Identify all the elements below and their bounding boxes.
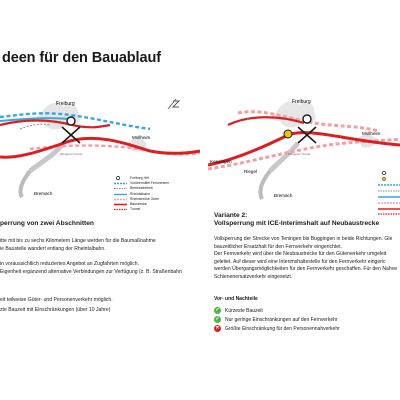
freiburg-station-marker — [67, 117, 75, 125]
bremach-label: Bremach — [34, 191, 53, 196]
legend-label: Tunnel — [130, 207, 141, 212]
line-swatch-icon — [114, 193, 127, 196]
legend-label: Rheintalbahn — [130, 191, 150, 196]
body-line: werden Übergangsmöglichkeiten für den Fernverkehr geschaffen. Für den Nahve — [214, 266, 398, 273]
pros-cons-title: Vor- und Nachteile — [214, 296, 258, 302]
line-swatch-icon — [114, 203, 127, 206]
page-title: deen für den Bauablauf — [2, 50, 161, 66]
body-line: Vollsperrung der Strecke von Teningen bis Buggingen in beide Richtungen. Gle — [214, 236, 393, 242]
check-icon: ✓ — [215, 307, 220, 313]
legend-label: Rheinstrecke Güter — [130, 196, 160, 201]
body-line: geleitet. Auf dieser wird eine Interimshaltestelle für den Fernverkehr eingeric — [214, 258, 386, 265]
pro-item — [214, 315, 340, 324]
freiburg-label: Freiburg — [292, 99, 311, 105]
line-swatch-icon — [114, 187, 127, 190]
riegel-label: Riegel — [244, 169, 258, 174]
variant2-label: Variante 2: — [214, 212, 248, 219]
con-text: Größte Einschränkung für den Personennahverkehr — [225, 325, 340, 332]
freiburg-label: Freiburg — [56, 101, 75, 107]
variant1-heading: perrung von zwei Abschnitten — [0, 220, 94, 227]
variant2-description — [214, 236, 397, 282]
body-line: Schienenersatzverkehr eingesetzt. — [214, 273, 293, 280]
tunnel-label: Wengener Tunnel — [60, 152, 83, 156]
legend-item — [114, 207, 169, 212]
body-line: in voraussichtlich reduziertes Angebot an Zugfahrten möglich. — [0, 261, 140, 268]
muellheim-label: Müllheim — [362, 131, 381, 136]
legend-right — [378, 170, 400, 215]
interim-halt-marker — [284, 130, 292, 138]
variant2-subtitle: Vollsperrung mit ICE-Interimshalt auf Neubaustrecke — [214, 220, 380, 227]
bremach-road — [20, 171, 30, 197]
line-swatch-icon — [114, 198, 127, 201]
legend-label: Betriebsfreiheit — [130, 186, 153, 191]
north-arrow-icon — [168, 99, 179, 109]
variant1-description — [0, 238, 182, 276]
bremach-label: Bremach — [274, 193, 293, 198]
con-item — [214, 324, 340, 333]
station-icon — [114, 176, 127, 182]
legend — [114, 176, 169, 212]
map-left — [0, 85, 200, 205]
body-line: Der Fernverkehr wird über die Neubaustrecke für den Güterverkehr umgeleit — [214, 251, 387, 258]
freiburg-station-marker — [303, 115, 311, 123]
pro-item — [214, 306, 340, 315]
cross-icon: ✕ — [215, 325, 220, 331]
legend-label: Vorübermittel Fernverkehr — [130, 181, 170, 186]
bremach-road — [260, 171, 270, 199]
pc-line: eit teilweise Güter- und Personenverkehr möglich. — [0, 297, 113, 303]
pc-line: zte Bauzeit mit Einschränkungen (über 10 Jahre) — [0, 307, 111, 313]
body-line: itte mit bis zu sechs Kilometern Länge werden für die Baumaßnahme — [0, 238, 156, 244]
muellheim-label: Müllheim — [132, 135, 151, 140]
legend-label: Freiburg Hbf — [130, 176, 149, 180]
body-line: ie Baustelle wandert entlang der Rheintalbahn. — [0, 245, 106, 252]
body-line: Eigenheit ergänzend alternative Verbindungen zur Verfügung (z. B. Straßenbahn — [0, 268, 182, 275]
kenzingen-label: Kenzingen — [210, 159, 232, 164]
tunnel-label: Wengener Tunnel — [288, 152, 311, 156]
line-swatch-icon — [114, 208, 127, 211]
variant2-pros-cons — [214, 296, 340, 333]
check-icon: ✓ — [215, 316, 220, 322]
map-right — [208, 85, 400, 205]
legend-label: Baustrecke — [130, 201, 147, 206]
pro-text: Kürzeste Bauzeit — [225, 307, 263, 314]
line-swatch-icon — [114, 182, 127, 185]
variant2-heading — [214, 212, 379, 228]
variant1-pros-cons — [0, 295, 113, 315]
body-line: bauzeitlicher Ersatzhalt für den Fernverkehr eingerichtet. — [214, 243, 342, 250]
pro-text: Nur geringe Einschränkungen auf den Fernverkehr — [225, 316, 338, 323]
